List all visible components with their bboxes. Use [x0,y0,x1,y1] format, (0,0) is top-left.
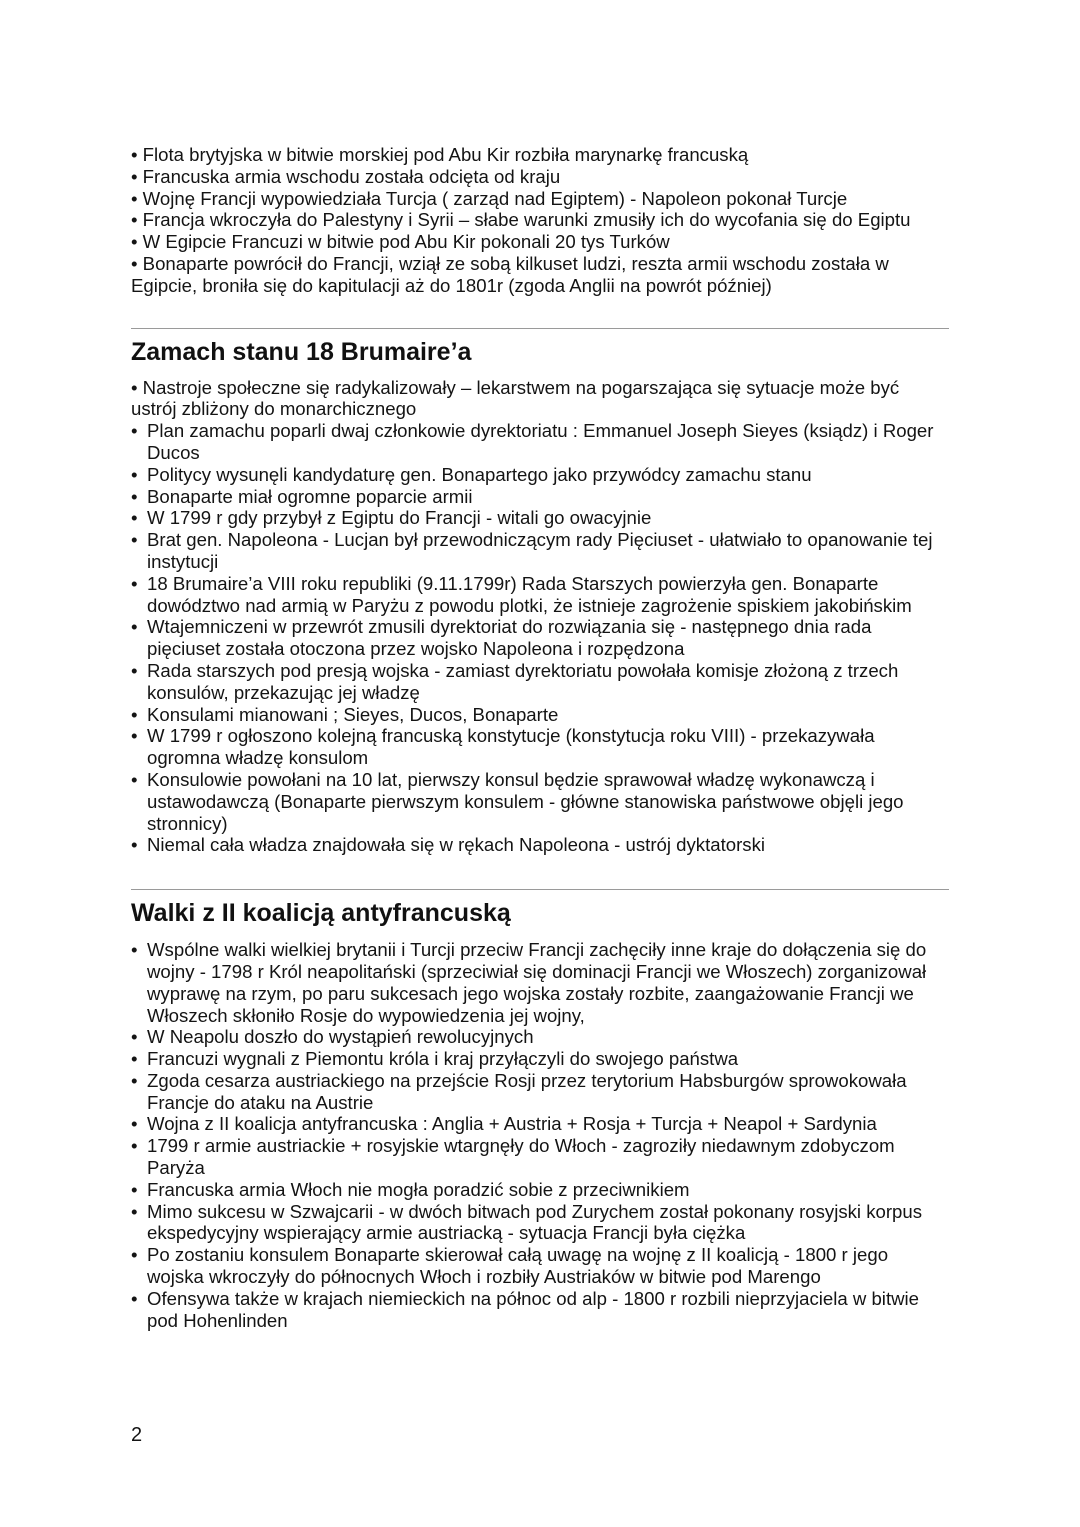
list-item-text: Wspólne walki wielkiej brytanii i Turcji przeciw Francji zachęciły inne kraje do dołączenia się do wojny - 1798 r Król neapolitański (sprzeciwiał się dominacji Francji we Włoszech) zorganizował wyprawę na rzym, po paru sukcesach jego wojska zostały rozbite, zaangażowanie Francji we Włoszech skłoniło Rosje do wypowiedzenia jej wojny, [147,939,927,1026]
bullet-icon: • [131,1287,138,1309]
bullet-icon: • [131,725,138,747]
list-item [131,616,949,660]
bullet-icon: • [131,1069,138,1091]
list-item-text: Zgoda cesarza austriackiego na przejście Rosji przez terytorium Habsburgów sprowokowała Francje do ataku na Austrie [147,1069,907,1113]
list-item-text: 1799 r armie austriackie + rosyjskie wtargnęły do Włoch - zagroziły niedawnym zdobyczom Paryża [147,1135,895,1179]
bullet-icon: • [131,1048,138,1070]
bullet-icon: • [131,659,138,681]
section-divider [131,328,949,329]
bullet-icon: • [131,507,138,529]
bullet-icon: • [131,1200,138,1222]
list-item-text: Bonaparte miał ogromne poparcie armii [147,485,473,507]
list-item-text: W 1799 r gdy przybył z Egiptu do Francji - witali go owacyjnie [147,507,652,529]
list-item-text: Mimo sukcesu w Szwajcarii - w dwóch bitwach pod Zurychem został pokonany rosyjski korpus ekspedycyjny wspierający armie austriacką - sytuacja Francji była ciężka [147,1200,923,1244]
list-item [131,834,949,856]
section-title: Zamach stanu 18 Brumaire’a [131,337,472,366]
bullet-icon: • [131,703,138,725]
list-item [131,725,949,769]
list-item-text: Wojna z II koalicja antyfrancuska : Anglia + Austria + Rosja + Turcja + Neapol + Sardynia [147,1113,877,1135]
intro-point: • W Egipcie Francuzi w bitwie pod Abu Kir pokonali 20 tys Turków [131,231,670,253]
list-item [131,420,949,464]
list-item [131,704,949,726]
intro-point: • Flota brytyjska w bitwie morskiej pod Abu Kir rozbiła marynarkę francuską [131,144,749,165]
list-item [131,939,949,1026]
page-number: 2 [131,1424,143,1446]
bullet-list [131,939,949,1331]
list-item [131,1179,949,1201]
list-item-text: Francuzi wygnali z Piemontu króla i kraj przyłączyli do swojego państwa [147,1048,739,1070]
section-title: Walki z II koalicją antyfrancuską [131,899,511,928]
list-item [131,1026,949,1048]
bullet-icon: • [131,485,138,507]
list-item [131,1244,949,1288]
list-item-text: Niemal cała władza znajdowała się w rękach Napoleona - ustrój dyktatorski [147,834,766,856]
list-item-text: Konsulowie powołani na 10 lat, pierwszy konsul będzie sprawował władzę wykonawczą i ustawodawczą (Bonaparte pierwszym konsulem - główne stanowiska państwowe objęli jego stronnicy) [147,768,904,834]
bullet-icon: • [131,1178,138,1200]
list-item-text: Rada starszych pod presją wojska - zamiast dyrektoriatu powołała komisje złożoną z trzech konsulów, przekazując jej władzę [147,659,899,703]
bullet-icon: • [131,768,138,790]
list-item-text: W Neapolu doszło do wystąpień rewolucyjnych [147,1026,534,1048]
list-item [131,529,949,573]
list-item-text: Francuska armia Włoch nie mogła poradzić sobie z przeciwnikiem [147,1178,690,1200]
list-item [131,573,949,617]
intro-point: • Wojnę Francji wypowiedziała Turcja ( zarząd nad Egiptem) - Napoleon pokonał Turcje [131,187,848,209]
list-item [131,507,949,529]
list-item [131,1113,949,1135]
list-item-text: Ofensywa także w krajach niemieckich na północ od alp - 1800 r rozbili nieprzyjaciela w bitwie pod Hohenlinden [147,1287,920,1331]
intro-point: • Francuska armia wschodu została odcięta od kraju [131,165,561,187]
list-item-text: Politycy wysunęli kandydaturę gen. Bonapartego jako przywódcy zamachu stanu [147,463,812,485]
bullet-icon: • [131,572,138,594]
list-item-text: Brat gen. Napoleona - Lucjan był przewodniczącym rady Pięciuset - ułatwiało to opanowanie tej instytucji [147,529,933,572]
list-item [131,1201,949,1245]
bullet-icon: • [131,616,138,638]
bullet-icon: • [131,529,138,551]
bullet-icon: • [131,420,138,442]
list-item-text: 18 Brumaire’a VIII roku republiki (9.11.1799r) Rada Starszych powierzyła gen. Bonaparte dowództwo nad armią w Paryżu z powodu plotki, że istnieje zagrożenie spiskiem jakobińskim [147,572,912,616]
list-item-text: Wtajemniczeni w przewrót zmusili dyrektoriat do rozwiązania się - następnego dnia rada pięciuset została otoczona przez wojsko Napoleona i rozpędzona [147,616,872,660]
bullet-icon: • [131,1244,138,1266]
list-item-text: Po zostaniu konsulem Bonaparte skierował całą uwagę na wojnę z II koalicją - 1800 r jego wojska wkroczyły do północnych Włoch i rozbiły Austriaków w bitwie pod Marengo [147,1244,889,1288]
bullet-icon: • [131,834,138,856]
list-item [131,464,949,486]
list-item [131,1288,949,1332]
list-item [131,660,949,704]
list-item-text: Plan zamachu poparli dwaj członkowie dyrektoriatu : Emmanuel Joseph Sieyes (ksiądz) i Roger Ducos [147,420,934,463]
document-page [131,144,949,1331]
list-item [131,769,949,834]
list-item [131,1070,949,1114]
section-divider [131,889,949,890]
list-item-text: Konsulami mianowani ; Sieyes, Ducos, Bonaparte [147,703,559,725]
bullet-icon: • [131,939,138,961]
list-item-text: W 1799 r ogłoszono kolejną francuską konstytucje (konstytucja roku VIII) - przekazywała ogromna władzę konsulom [147,725,875,769]
bullet-icon: • [131,1026,138,1048]
section-second-coalition [131,898,949,1331]
bullet-list [131,420,949,856]
list-item [131,486,949,508]
intro-point: • Bonaparte powrócił do Francji, wziął ze sobą kilkuset ludzi, reszta armii wschodu została w Egipcie, broniła się do kapitulacji aż do 1801r (zgoda Anglii na powrót później) [131,252,889,296]
bullet-icon: • [131,1135,138,1157]
section-brumaire [131,337,949,857]
list-item [131,1048,949,1070]
bullet-icon: • [131,463,138,485]
intro-points [131,144,949,297]
bullet-icon: • [131,1113,138,1135]
list-item [131,1135,949,1179]
section-lead: • Nastroje społeczne się radykalizowały – lekarstwem na pogarszająca się sytuacje może być ustrój zbliżony do monarchicznego [131,376,900,420]
intro-point: • Francja wkroczyła do Palestyny i Syrii – słabe warunki zmusiły ich do wycofania się do Egiptu [131,209,911,231]
